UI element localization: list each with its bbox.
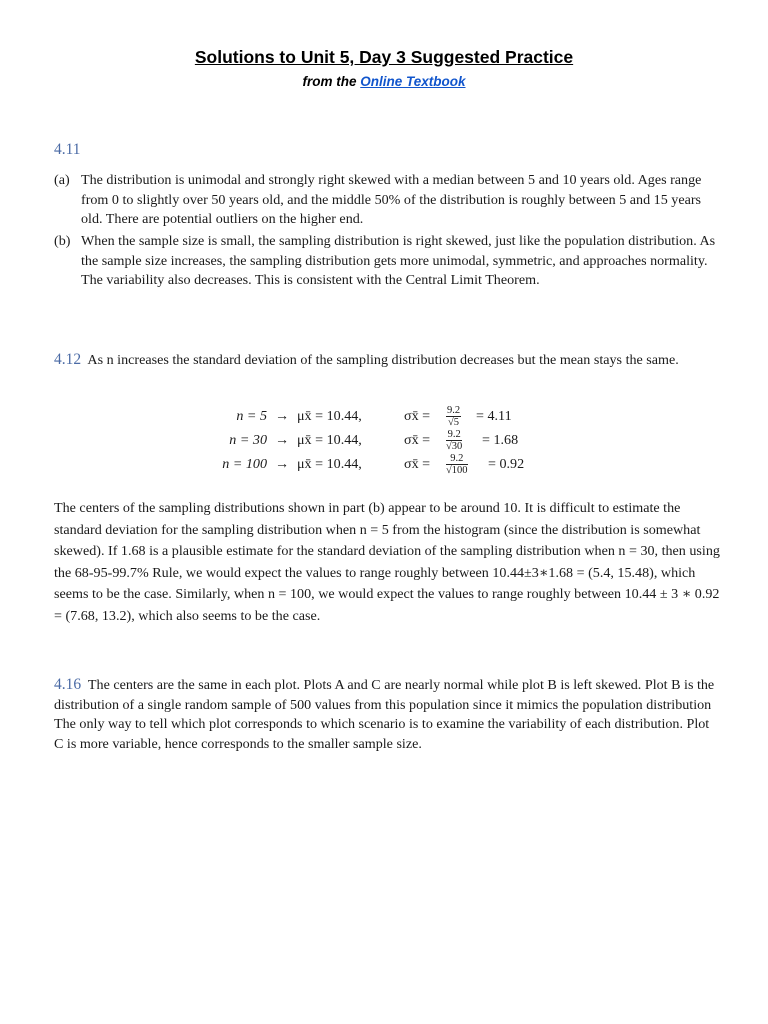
exercise-4-11-part-b (54, 232, 720, 291)
exercise-4-11-number: 4.11 (54, 141, 81, 158)
page-title: Solutions to Unit 5, Day 3 Suggested Practice (194, 47, 574, 67)
eq-sigma: σx̄ = (404, 408, 431, 424)
eq-result: = 0.92 (488, 456, 525, 472)
eq-n: n = 5 (236, 408, 267, 424)
eq-mu: μx̄ = 10.44, (297, 408, 362, 424)
eq-result: = 4.11 (476, 408, 512, 424)
eq-fraction: $\frac{9.2}{√5}$ (447, 404, 461, 428)
exercise-4-12-intro-text: As n increases the standard deviation of the sampling distribution decreases but the mean stays the same. (87, 352, 679, 368)
online-textbook-link[interactable]: Online Textbook (360, 74, 466, 89)
part-a-text: The distribution is unimodal and strongly right skewed with a median between 5 and 10 years old. Ages range from 0 to slightly over 50 years old, and the middle 50% of the distribution is roughly between 5 and 15 years old. There are potential outliers on the higher end. (81, 172, 702, 227)
eq-sigma: σx̄ = (404, 432, 431, 448)
page-subtitle (0, 74, 768, 89)
eq-mu: μx̄ = 10.44, (297, 432, 362, 448)
part-a-label: (a) (54, 172, 70, 188)
exercise-4-11-part-a (54, 171, 720, 230)
eq-fraction: $\frac{9.2}{√30}$ (446, 428, 463, 452)
exercise-4-16 (54, 675, 720, 754)
subtitle-prefix: from the (302, 74, 357, 89)
eq-n: n = 30 (229, 432, 267, 448)
part-b-label: (b) (54, 233, 71, 249)
eq-result: = 1.68 (482, 432, 519, 448)
eq-fraction: $\frac{9.2}{√100}$ (446, 452, 468, 476)
eq-arrow: → (275, 456, 290, 472)
part-b-text: When the sample size is small, the sampling distribution is right skewed, just like the population distribution. As the sample size increases, the sampling distribution gets more unimodal, symmetric, and approaches normality. The variability also decreases. This is consistent with the Central Limit Theorem. (81, 233, 716, 288)
eq-n: n = 100 (222, 456, 267, 472)
exercise-4-16-text: The centers are the same in each plot. Plots A and C are nearly normal while plot B is left skewed. Plot B is the distribution of a single random sample of 500 values from this population since it mimics the population distribution The only way to tell which plot corresponds to which scenario is to examine the variability of each distribution. Plot C is more variable, hence corresponds to the smaller sample size. (54, 677, 715, 752)
exercise-4-16-number: 4.16 (54, 676, 82, 693)
eq-arrow: → (275, 408, 290, 424)
eq-sigma: σx̄ = (404, 456, 431, 472)
exercise-4-12-intro (54, 350, 720, 371)
exercise-4-12-paragraph: The centers of the sampling distributions shown in part (b) appear to be around 10. It is difficult to estimate the standard deviation for the sampling distribution when n = 5 from the histogram (since the distribution is somewhat skewed). If 1.68 is a plausible estimate for the standard deviation of the sampling distribution when n = 30, then using the 68-95-99.7% Rule, we would expect the values to range roughly between 10.44±3∗1.68 = (5.4, 15.48), which seems to be the case. Similarly, when n = 100, we would expect the values to range roughly between 10.44 ± 3 ∗ 0.92 = (7.68, 13.2), which also seems to be the case. (54, 500, 720, 624)
exercise-4-12-number: 4.12 (54, 351, 82, 368)
eq-mu: μx̄ = 10.44, (297, 456, 362, 472)
eq-arrow: → (275, 432, 290, 448)
